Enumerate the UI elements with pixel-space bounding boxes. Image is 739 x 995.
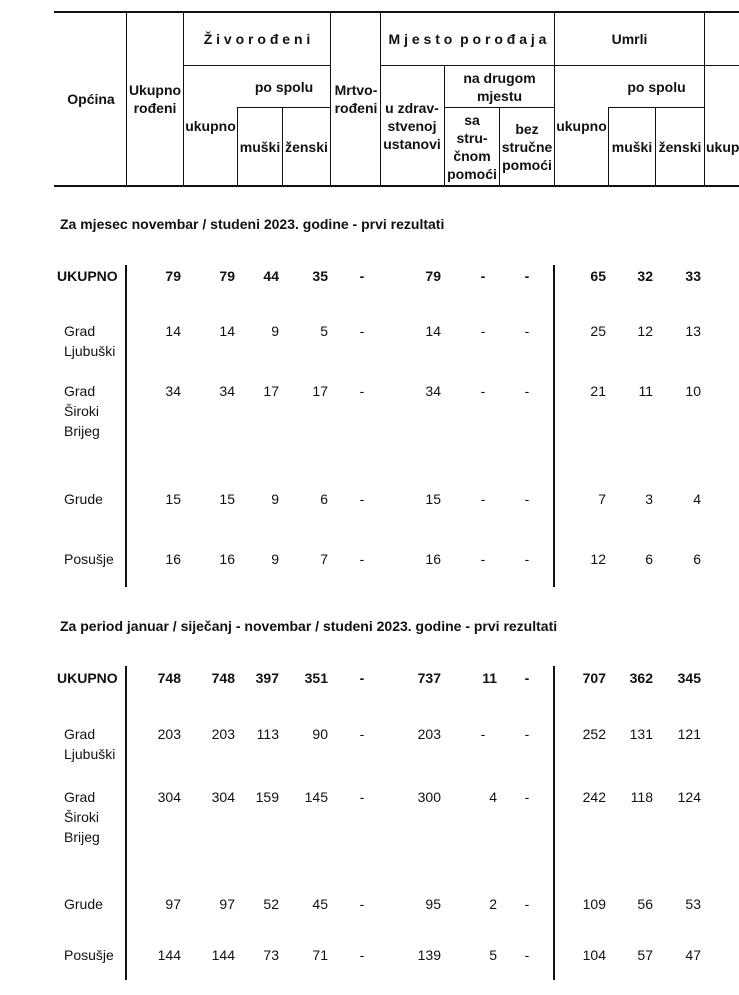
table-cell: 6 [320, 491, 328, 507]
table-cell: 32 [637, 268, 653, 284]
table-cell: - [359, 896, 365, 912]
table-cell: 144 [211, 947, 235, 963]
header-umrli: Umrli [611, 30, 648, 47]
table-cell: 11 [638, 383, 653, 399]
header-zenski: ženski [285, 139, 328, 155]
table-cell: 44 [263, 268, 279, 284]
table-cell: 124 [677, 789, 701, 805]
row-label: Posušje [64, 947, 114, 963]
table-cell: 10 [685, 383, 701, 399]
section-title: Za mjesec novembar / studeni 2023. godine - prvi rezultati [60, 216, 445, 232]
table-cell: - [359, 789, 365, 805]
table-cell: - [480, 323, 486, 339]
table-cell: 203 [417, 726, 441, 742]
header-cut-column: ukup [706, 139, 739, 155]
table-cell: 304 [211, 789, 235, 805]
table-cell: 252 [582, 726, 606, 742]
table-cell: 737 [417, 670, 441, 686]
table-cell: 118 [630, 789, 653, 805]
table-cell: 17 [312, 383, 328, 399]
table-cell: - [524, 947, 530, 963]
table-cell: 17 [263, 383, 279, 399]
header-umrli-ukupno: ukupno [556, 118, 607, 134]
table-cell: 45 [312, 896, 328, 912]
table-cell: 56 [637, 896, 653, 912]
table-cell: 35 [312, 268, 328, 284]
table-cell: 4 [489, 789, 497, 805]
header-mrtvorodeni: Mrtvo-rođeni [334, 82, 378, 116]
table-cell: 90 [312, 726, 328, 742]
table-cell: 47 [685, 947, 701, 963]
table-cell: 6 [645, 551, 653, 567]
table-cell: - [480, 491, 486, 507]
table-cell: 300 [417, 789, 441, 805]
header-ukupno-rodeni: Ukupno rođeni [128, 82, 182, 116]
header-bez-strucne: bez stručne pomoći [501, 121, 553, 173]
table-cell: 9 [271, 551, 279, 567]
table-cell: 15 [165, 491, 181, 507]
table-cell: - [359, 491, 365, 507]
table-cell: 121 [677, 726, 701, 742]
table-cell: 203 [211, 726, 235, 742]
table-cell: 104 [582, 947, 606, 963]
table-cell: 12 [637, 323, 653, 339]
row-label: UKUPNO [57, 670, 118, 686]
table-cell: - [480, 726, 486, 742]
row-label: Posušje [64, 551, 114, 567]
header-po-spolu: po spolu [254, 78, 314, 95]
table-cell: 34 [165, 383, 181, 399]
table-cell: 65 [590, 268, 606, 284]
row-label: Grad Ljubuški [64, 726, 116, 762]
table-cell: 144 [157, 947, 181, 963]
table-cell: 4 [693, 491, 701, 507]
table-cell: - [359, 268, 365, 284]
row-label: Grude [64, 491, 103, 507]
table-cell: 16 [165, 551, 181, 567]
row-divider [553, 666, 555, 980]
table-cell: - [524, 551, 530, 567]
row-label: Grad Široki Brijeg [64, 383, 100, 439]
table-cell: 15 [219, 491, 235, 507]
table-cell: 748 [157, 670, 181, 686]
table-cell: - [359, 551, 365, 567]
table-cell: 73 [263, 947, 279, 963]
table-cell: 16 [219, 551, 235, 567]
table-cell: - [359, 383, 365, 399]
table-cell: 14 [219, 323, 235, 339]
table-cell: - [359, 323, 365, 339]
table-cell: 97 [219, 896, 235, 912]
table-cell: 2 [489, 896, 497, 912]
table-cell: 79 [425, 268, 441, 284]
row-label: Grude [64, 896, 103, 912]
row-label: Grad Široki Brijeg [64, 789, 100, 845]
table-cell: 3 [645, 491, 653, 507]
table-cell: - [524, 323, 530, 339]
table-cell: - [524, 383, 530, 399]
header-opcina: Općina [67, 91, 115, 107]
table-cell: 748 [211, 670, 235, 686]
header-na-drugom-mjestu: na drugom mjestu [463, 69, 536, 104]
header-muski: muški [239, 139, 281, 155]
table-cell: 139 [417, 947, 441, 963]
table-cell: 345 [677, 670, 701, 686]
table-cell: 57 [637, 947, 653, 963]
table-cell: 362 [629, 670, 653, 686]
table-cell: 242 [582, 789, 606, 805]
table-cell: - [524, 491, 530, 507]
table-cell: 5 [489, 947, 497, 963]
header-u-zdravstvenoj: u zdrav-stvenoj ustanovi [383, 100, 441, 152]
table-cell: 6 [693, 551, 701, 567]
table-cell: 113 [256, 726, 279, 742]
table-cell: 21 [590, 383, 606, 399]
table-cell: 16 [425, 551, 441, 567]
header-umrli-zenski: ženski [658, 139, 702, 155]
header-mjesto-porodaja: M j e s t o p o r o đ a j a [388, 30, 547, 47]
row-label: Grad Ljubuški [64, 323, 116, 359]
table-cell: - [480, 268, 486, 284]
section-title: Za period januar / siječanj - novembar / studeni 2023. godine - prvi rezultati [60, 618, 558, 634]
table-cell: 145 [304, 789, 328, 805]
table-cell: 13 [685, 323, 701, 339]
table-cell: 71 [312, 947, 328, 963]
table-cell: 11 [482, 670, 497, 686]
table-cell: 79 [165, 268, 181, 284]
table-cell: - [480, 551, 486, 567]
table-cell: 53 [685, 896, 701, 912]
header-umrli-muski: muški [611, 139, 653, 155]
table-cell: 79 [219, 268, 235, 284]
header-zivorodeni-ukupno: ukupno [185, 118, 236, 134]
table-cell: 14 [425, 323, 441, 339]
table-cell: 7 [320, 551, 328, 567]
table-cell: 9 [271, 323, 279, 339]
table-cell: 707 [582, 670, 606, 686]
table-cell: - [359, 670, 365, 686]
table-cell: 351 [304, 670, 328, 686]
table-cell: 5 [320, 323, 328, 339]
table-cell: 52 [263, 896, 279, 912]
table-cell: - [359, 726, 365, 742]
table-cell: 9 [271, 491, 279, 507]
row-label: UKUPNO [57, 268, 118, 284]
table-cell: - [480, 383, 486, 399]
table-cell: - [359, 947, 365, 963]
table-cell: 159 [255, 789, 279, 805]
header-zivorodeni: Ž i v o r o đ e n i [203, 30, 311, 47]
table-cell: 203 [157, 726, 181, 742]
table-cell: - [524, 670, 530, 686]
table-cell: - [524, 789, 530, 805]
table-cell: 131 [629, 726, 653, 742]
header-umrli-po-spolu: po spolu [627, 78, 686, 95]
table-cell: 14 [165, 323, 181, 339]
row-divider [553, 265, 555, 587]
header-sa-strucnom: sa stru-čnom pomoći [447, 112, 497, 182]
table-cell: 109 [582, 896, 606, 912]
table-cell: 397 [255, 670, 279, 686]
table-cell: 33 [685, 268, 701, 284]
table-cell: 97 [165, 896, 181, 912]
table-cell: 7 [598, 491, 606, 507]
table-cell: 304 [157, 789, 181, 805]
table-cell: 15 [425, 491, 441, 507]
table-cell: - [524, 726, 530, 742]
table-cell: 34 [219, 383, 235, 399]
table-cell: - [524, 896, 530, 912]
table-cell: 12 [590, 551, 606, 567]
table-cell: 34 [425, 383, 441, 399]
table-cell: 95 [425, 896, 441, 912]
table-cell: - [524, 268, 530, 284]
table-cell: 25 [590, 323, 606, 339]
